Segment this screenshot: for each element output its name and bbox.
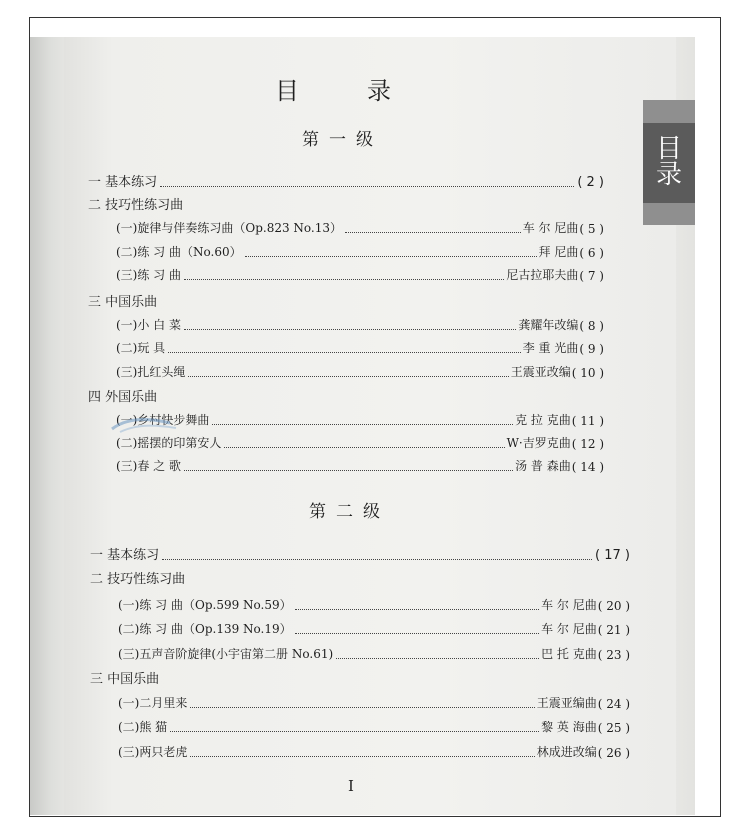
- dot-leader: [168, 352, 521, 353]
- entry-title: (二)摇摆的印第安人: [116, 436, 222, 450]
- entry-page: ( 2 ): [577, 175, 604, 190]
- entry-author: 黎 英 海曲: [541, 720, 597, 734]
- page-title: 目录: [275, 77, 459, 105]
- frame-right-line: [720, 17, 721, 817]
- entry-author: 车 尔 尼曲: [541, 598, 597, 612]
- toc-entry: [116, 412, 604, 428]
- entry-page: ( 23 ): [597, 648, 630, 662]
- entry-author: 拜 尼曲: [538, 245, 579, 259]
- dot-leader: [184, 279, 504, 280]
- entry-page: ( 20 ): [597, 599, 630, 613]
- toc-section: [90, 547, 630, 563]
- toc-entry: [118, 646, 630, 662]
- dot-leader: [160, 186, 574, 187]
- toc-entry: [116, 435, 604, 451]
- entry-author: 车 尔 尼曲: [522, 221, 579, 235]
- toc-entry: [116, 364, 604, 380]
- entry-title: (二)练 习 曲（No.60）: [116, 245, 242, 259]
- entry-author: 李 重 光曲: [522, 341, 579, 355]
- entry-author: W·吉罗克曲: [506, 436, 571, 450]
- edge-tab-bottom: [643, 203, 695, 225]
- toc-entry: [116, 317, 604, 333]
- entry-page: ( 8 ): [579, 319, 604, 333]
- book-photo: [30, 37, 695, 815]
- entry-author: 龚耀年改编: [518, 318, 579, 332]
- dot-leader: [184, 329, 516, 330]
- entry-author: 尼古拉耶夫曲: [506, 268, 579, 282]
- entry-page: ( 12 ): [571, 437, 604, 451]
- toc-section: [88, 389, 157, 405]
- level-heading: 第一级: [302, 130, 383, 150]
- dot-leader: [170, 731, 539, 732]
- toc-entry: [116, 340, 604, 356]
- entry-author: 车 尔 尼曲: [541, 622, 597, 636]
- watermark-logo: [110, 415, 180, 435]
- entry-author: 克 拉 克曲: [515, 413, 571, 427]
- toc-section: [90, 671, 159, 687]
- toc-section: [88, 174, 604, 190]
- entry-title: (三)五声音阶旋律(小宇宙第二册 No.61): [118, 647, 334, 661]
- level-heading: 第二级: [309, 502, 390, 522]
- dot-leader: [295, 633, 539, 634]
- entry-title: (二)熊 猫: [118, 720, 168, 734]
- tab-char: 录: [655, 160, 682, 190]
- toc-entry: [118, 744, 630, 760]
- toc-section: [88, 294, 157, 310]
- frame-bottom-line: [29, 816, 721, 817]
- toc-section: [90, 571, 185, 587]
- tab-char: 目: [655, 134, 682, 164]
- entry-page: ( 5 ): [579, 222, 604, 236]
- toc-entry: [116, 244, 604, 260]
- entry-author: 汤 普 森曲: [515, 459, 571, 473]
- entry-page: ( 11 ): [571, 414, 604, 428]
- toc-entry: [118, 597, 630, 613]
- frame-top-line: [29, 17, 721, 18]
- dot-leader: [184, 470, 513, 471]
- entry-title: (三)练 习 曲: [116, 268, 181, 282]
- entry-title: (一)乡村快步舞曲: [116, 413, 210, 427]
- entry-page: ( 21 ): [597, 623, 630, 637]
- entry-title: (三)扎红头绳: [116, 365, 186, 379]
- entry-title: 二 技巧性练习曲: [90, 572, 186, 587]
- entry-title: (三)春 之 歌: [116, 459, 181, 473]
- entry-title: 二 技巧性练习曲: [88, 198, 184, 213]
- dot-leader: [345, 232, 521, 233]
- entry-author: 王震亚编曲: [536, 696, 597, 710]
- dot-leader: [245, 256, 537, 257]
- toc-entry: [118, 695, 630, 711]
- entry-title: (二)练 习 曲（Op.139 No.19）: [118, 622, 292, 636]
- dot-leader: [190, 707, 534, 708]
- entry-title: (一)旋律与伴奏练习曲（Op.823 No.13）: [116, 221, 343, 235]
- entry-title: 一 基本练习: [88, 175, 158, 190]
- toc-entry: [116, 220, 604, 236]
- entry-title: (三)两只老虎: [118, 745, 188, 759]
- entry-page: ( 7 ): [579, 269, 604, 283]
- entry-title: 三 中国乐曲: [88, 295, 158, 310]
- toc-entry: [116, 267, 604, 283]
- dot-leader: [295, 609, 539, 610]
- entry-page: ( 25 ): [597, 721, 630, 735]
- entry-author: 王震亚改编: [510, 365, 571, 379]
- entry-page: ( 14 ): [571, 460, 604, 474]
- toc-entry: [118, 719, 630, 735]
- entry-page: ( 17 ): [595, 548, 630, 563]
- entry-title: (一)小 白 菜: [116, 318, 181, 332]
- entry-title: 四 外国乐曲: [88, 390, 158, 405]
- entry-page: ( 24 ): [597, 697, 630, 711]
- page-number: I: [348, 777, 354, 795]
- edge-tab-top: [643, 100, 695, 124]
- entry-title: 一 基本练习: [90, 548, 160, 563]
- toc-entry: [118, 621, 630, 637]
- toc-section: [88, 197, 183, 213]
- entry-title: (二)玩 具: [116, 341, 166, 355]
- entry-page: ( 26 ): [597, 746, 630, 760]
- dot-leader: [224, 447, 504, 448]
- entry-page: ( 6 ): [579, 246, 604, 260]
- entry-title: 三 中国乐曲: [90, 672, 160, 687]
- entry-title: (一)二月里来: [118, 696, 188, 710]
- entry-page: ( 9 ): [579, 342, 604, 356]
- dot-leader: [212, 424, 513, 425]
- entry-page: ( 10 ): [571, 366, 604, 380]
- entry-author: 巴 托 克曲: [541, 647, 597, 661]
- entry-author: 林成进改编: [536, 745, 597, 759]
- dot-leader: [188, 376, 508, 377]
- dot-leader: [190, 756, 534, 757]
- dot-leader: [162, 559, 592, 560]
- entry-title: (一)练 习 曲（Op.599 No.59）: [118, 598, 292, 612]
- toc-entry: [116, 458, 604, 474]
- edge-tab-label: [643, 136, 695, 188]
- dot-leader: [336, 658, 539, 659]
